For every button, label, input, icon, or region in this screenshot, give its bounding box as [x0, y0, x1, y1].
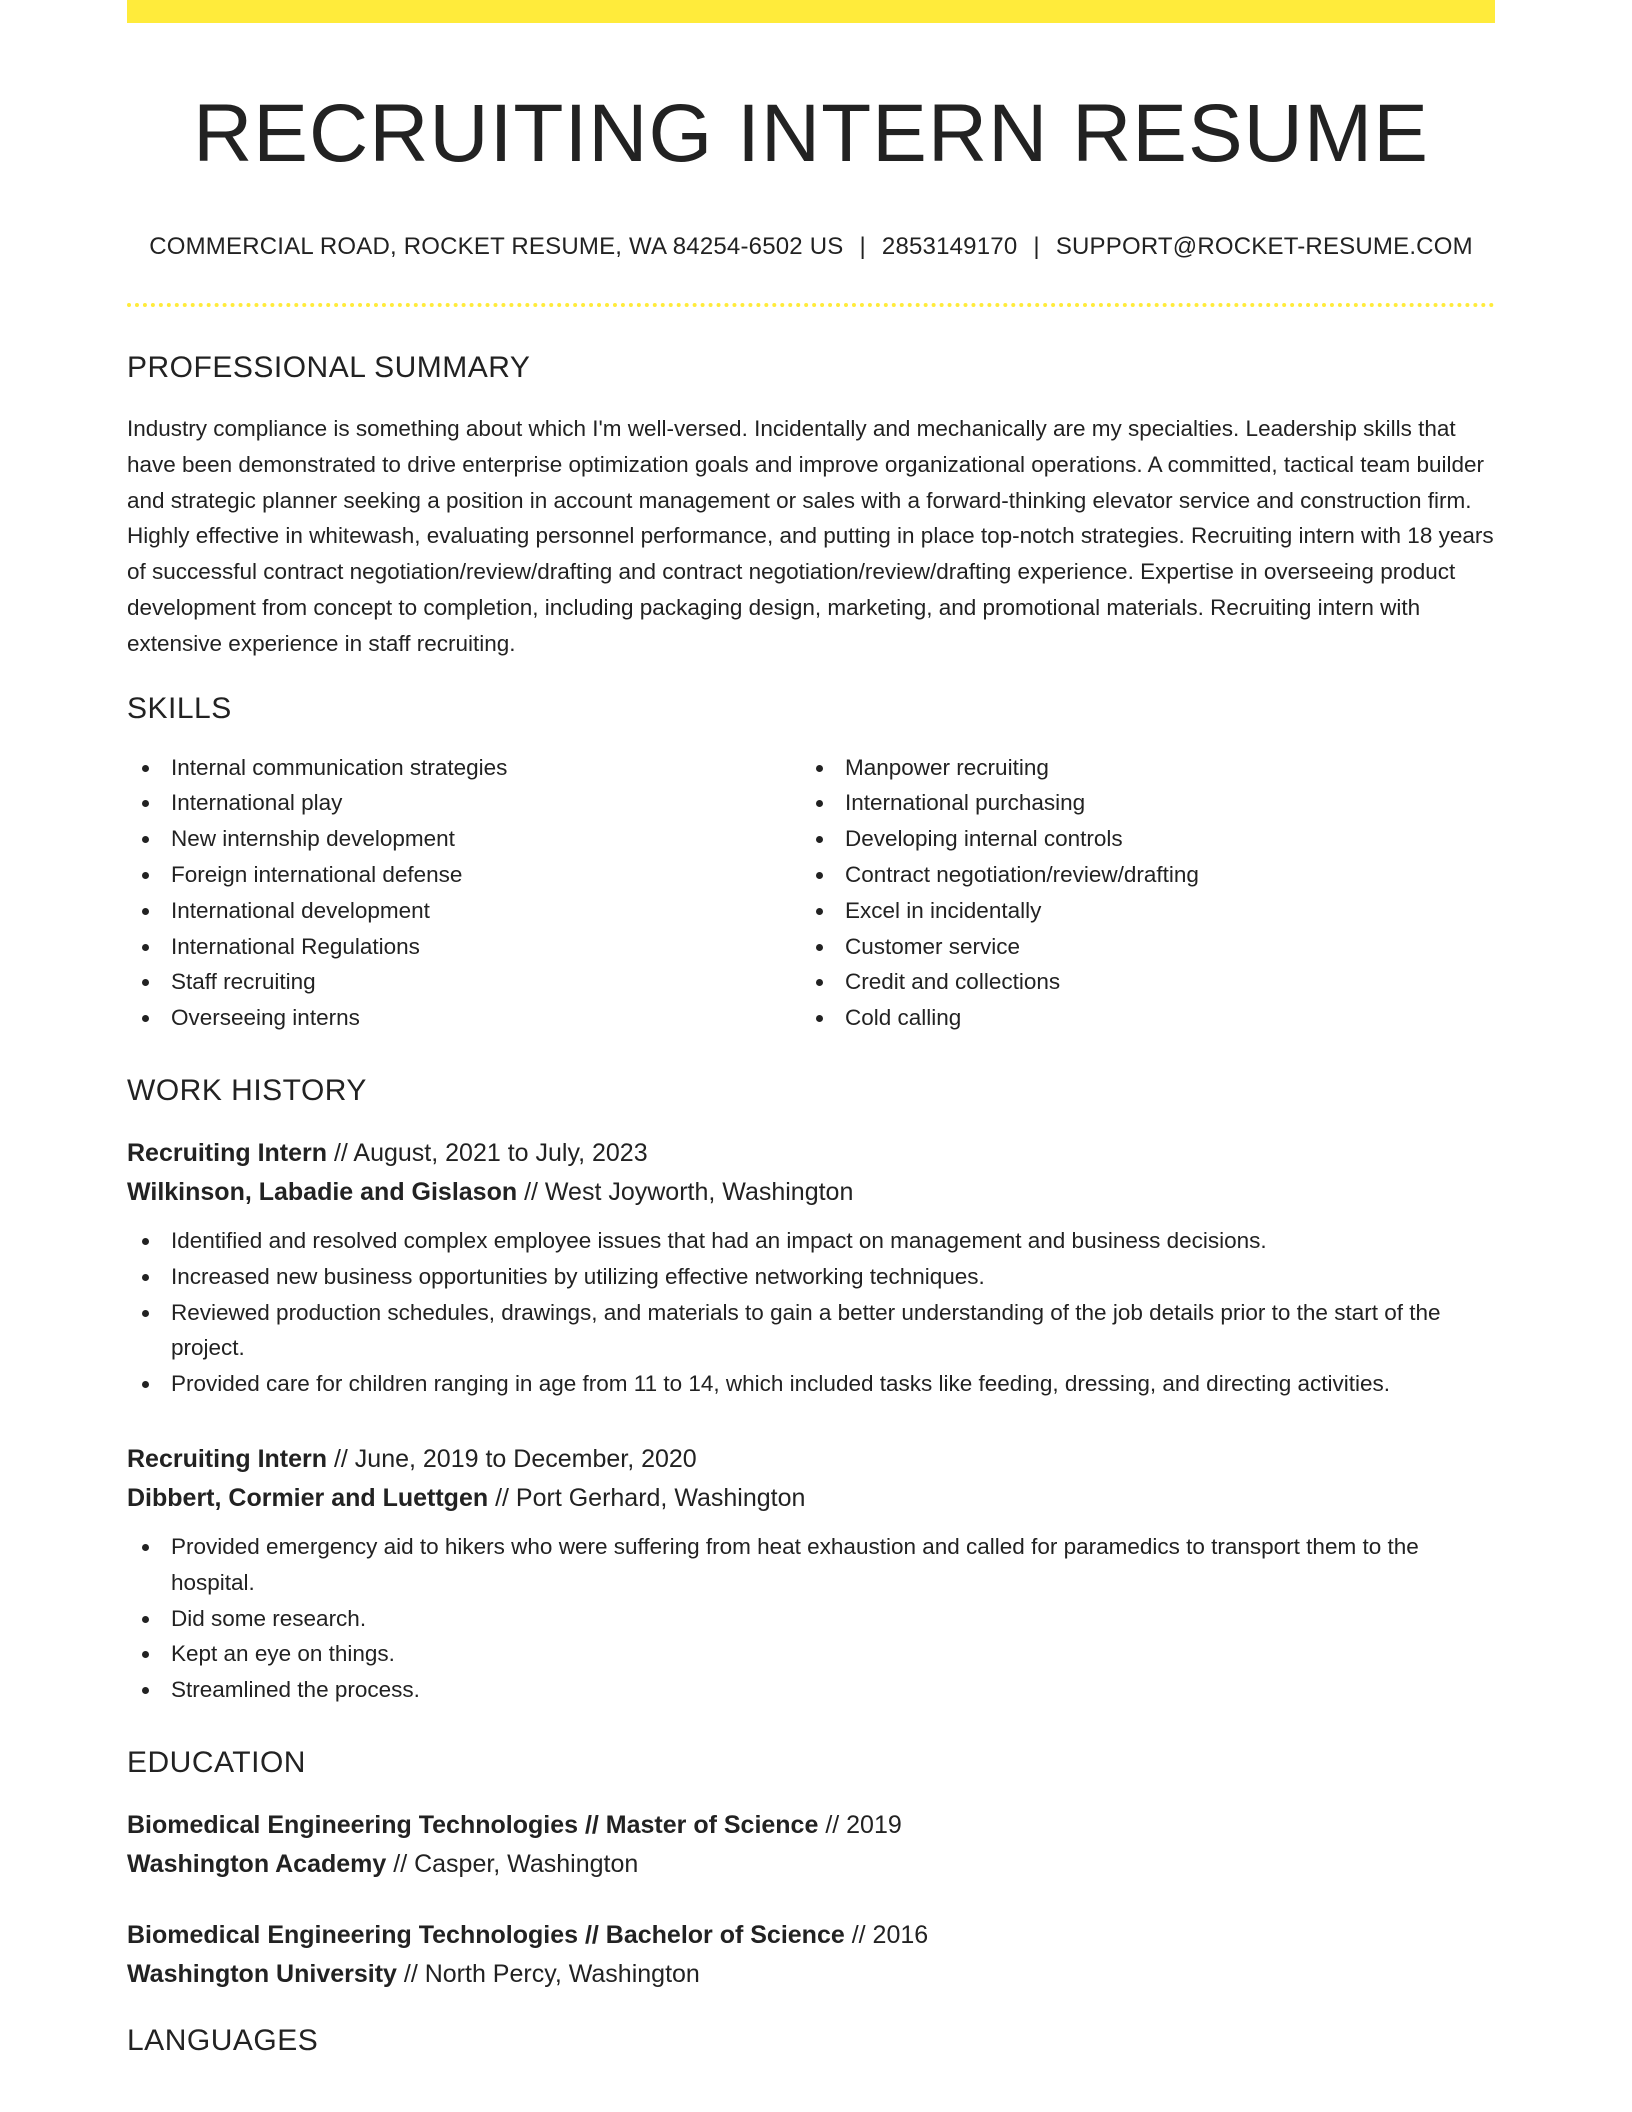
skill-item: Foreign international defense — [127, 857, 801, 893]
job-bullet: Provided care for children ranging in age from 11 to 14, which included tasks like feeding, dressing, and directing activities. — [127, 1366, 1495, 1402]
education-degree: Biomedical Engineering Technologies // Master of Science — [127, 1810, 819, 1839]
education-school-line — [127, 1955, 1495, 1994]
job-bullet: Did some research. — [127, 1601, 1495, 1637]
job-entry — [127, 1134, 1495, 1402]
skill-item: International purchasing — [801, 785, 1475, 821]
job-role-line — [127, 1134, 1495, 1173]
skills-column-right — [801, 750, 1475, 1036]
job-location: // West Joyworth, Washington — [517, 1177, 854, 1206]
skill-item: Excel in incidentally — [801, 893, 1475, 929]
job-role: Recruiting Intern — [127, 1444, 328, 1473]
job-company: Dibbert, Cormier and Luettgen — [127, 1483, 489, 1512]
job-location: // Port Gerhard, Washington — [488, 1483, 806, 1512]
job-entry — [127, 1440, 1495, 1708]
skill-item: International Regulations — [127, 929, 801, 965]
skill-item: Staff recruiting — [127, 964, 801, 1000]
contact-line — [127, 232, 1495, 262]
education-school: Washington Academy — [127, 1849, 387, 1878]
job-role: Recruiting Intern — [127, 1138, 328, 1167]
contact-email: SUPPORT@ROCKET-RESUME.COM — [1055, 233, 1473, 260]
education-degree-line — [127, 1806, 1495, 1845]
skill-item: Manpower recruiting — [801, 750, 1475, 786]
dotted-divider — [127, 303, 1495, 307]
job-bullet: Provided emergency aid to hikers who were suffering from heat exhaustion and called for paramedics to transport them to the hospital. — [127, 1529, 1495, 1601]
contact-separator: | — [859, 233, 866, 260]
resume-title: RECRUITING INTERN RESUME — [193, 88, 1429, 179]
job-company-line — [127, 1479, 1495, 1518]
job-company-line — [127, 1173, 1495, 1212]
education-location: // Casper, Washington — [386, 1849, 639, 1878]
job-company: Wilkinson, Labadie and Gislason — [127, 1177, 518, 1206]
skill-item: New internship development — [127, 821, 801, 857]
job-bullets — [127, 1223, 1495, 1402]
skill-item: International play — [127, 785, 801, 821]
contact-address: COMMERCIAL ROAD, ROCKET RESUME, WA 84254-6502 US — [149, 233, 844, 260]
job-role-line — [127, 1440, 1495, 1479]
job-bullet: Streamlined the process. — [127, 1672, 1495, 1708]
section-title-education: EDUCATION — [127, 1745, 306, 1779]
summary-text: Industry compliance is something about which I'm well-versed. Incidentally and mechanically are my specialties. Leadership skills that have been demonstrated to drive enterprise optimization goals and improve organizational operations. A committed, tactical team builder and strategic planner seeking a position in account management or sales with a forward-thinking elevator service and construction firm. Highly effective in whitewash, evaluating personnel performance, and putting in place top-notch strategies. Recruiting intern with 18 years of successful contract negotiation/review/drafting and contract negotiation/review/drafting experience. Expertise in overseeing product development from concept to completion, including packaging design, marketing, and promotional materials. Recruiting intern with extensive experience in staff recruiting. — [127, 416, 1494, 656]
contact-phone: 2853149170 — [881, 233, 1018, 260]
section-title-skills: SKILLS — [127, 691, 232, 725]
education-location: // North Percy, Washington — [396, 1959, 700, 1988]
skill-item: Developing internal controls — [801, 821, 1475, 857]
job-dates: // June, 2019 to December, 2020 — [327, 1444, 697, 1473]
job-bullet: Reviewed production schedules, drawings, and materials to gain a better understanding of the job details prior to the start of the project. — [127, 1295, 1495, 1367]
job-bullet: Identified and resolved complex employee issues that had an impact on management and business decisions. — [127, 1223, 1495, 1259]
skill-item: Overseeing interns — [127, 1000, 801, 1036]
education-year: // 2016 — [844, 1920, 929, 1949]
resume-page — [127, 0, 1495, 2059]
skill-item: Cold calling — [801, 1000, 1475, 1036]
job-bullets — [127, 1529, 1495, 1708]
job-bullet: Increased new business opportunities by utilizing effective networking techniques. — [127, 1259, 1495, 1295]
education-entry — [127, 1916, 1495, 1994]
education-entry — [127, 1806, 1495, 1884]
skill-item: Internal communication strategies — [127, 750, 801, 786]
accent-top-bar — [127, 0, 1495, 23]
education-degree-line — [127, 1916, 1495, 1955]
job-dates: // August, 2021 to July, 2023 — [327, 1138, 648, 1167]
skill-item: Credit and collections — [801, 964, 1475, 1000]
job-bullet: Kept an eye on things. — [127, 1636, 1495, 1672]
skill-item: International development — [127, 893, 801, 929]
education-school: Washington University — [127, 1959, 397, 1988]
section-title-languages: LANGUAGES — [127, 2023, 319, 2057]
contact-separator: | — [1033, 233, 1040, 260]
education-year: // 2019 — [818, 1810, 902, 1839]
section-title-work: WORK HISTORY — [127, 1073, 367, 1107]
education-degree: Biomedical Engineering Technologies // Bachelor of Science — [127, 1920, 845, 1949]
skill-item: Customer service — [801, 929, 1475, 965]
skill-item: Contract negotiation/review/drafting — [801, 857, 1475, 893]
skills-column-left — [127, 750, 801, 1036]
section-title-summary: PROFESSIONAL SUMMARY — [127, 351, 531, 384]
education-school-line — [127, 1845, 1495, 1884]
skills-grid — [127, 750, 1495, 1036]
